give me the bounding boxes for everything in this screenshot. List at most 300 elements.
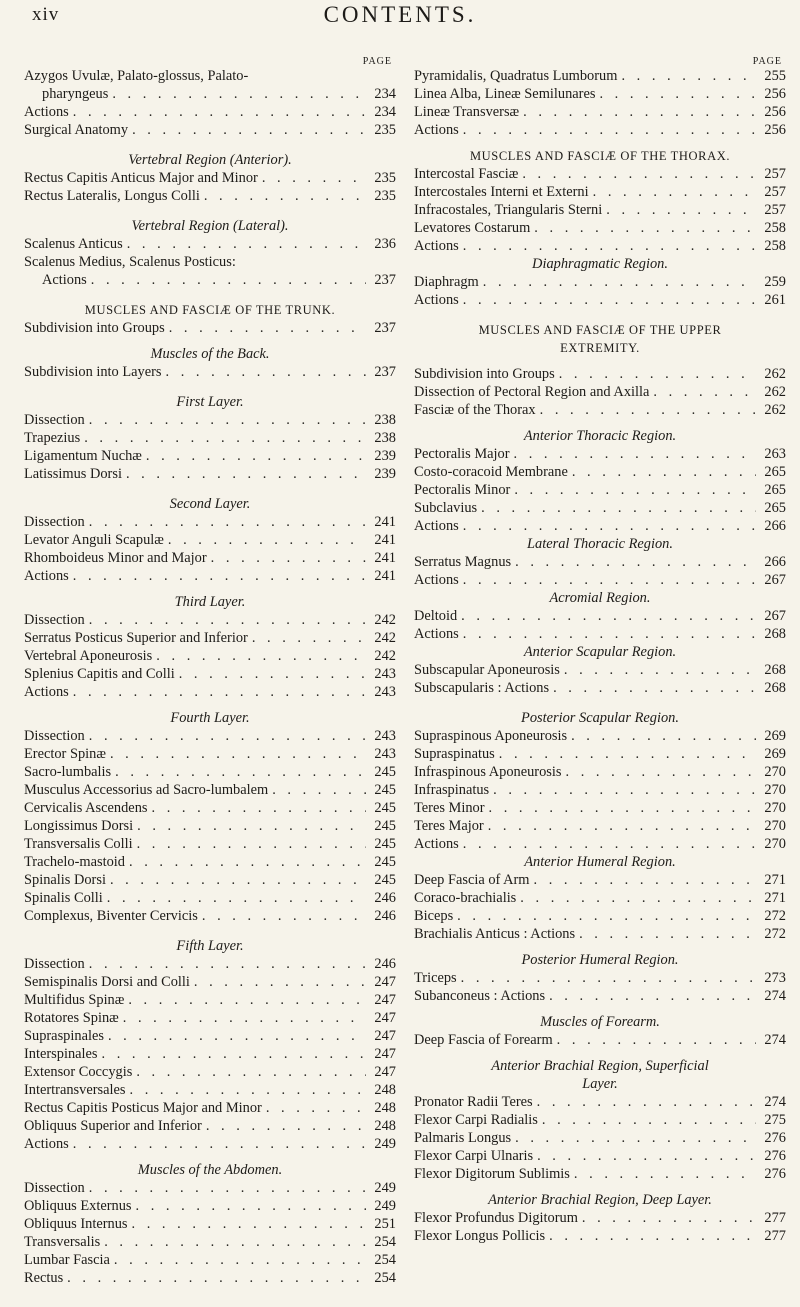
page-column-label: PAGE: [752, 56, 782, 67]
entry-title: Scalenus Medius, Scalenus Posticus:: [24, 254, 236, 270]
leader-dots: [459, 517, 756, 535]
leader-dots: [459, 625, 756, 643]
leader-dots: [100, 1233, 366, 1251]
leader-dots: [536, 401, 756, 419]
section-subheading: Fifth Layer.: [176, 938, 244, 954]
entry-title: Complexus, Biventer Cervicis: [24, 908, 198, 924]
entry-title: Actions: [42, 272, 87, 288]
toc-entry[interactable]: [24, 235, 396, 253]
leader-dots: [484, 817, 756, 835]
toc-entry[interactable]: [24, 1045, 396, 1063]
entry-page-number: 246: [374, 908, 396, 924]
entry-title: Surgical Anatomy: [24, 122, 129, 138]
entry-title: Subdivision into Groups: [24, 320, 165, 336]
toc-entry[interactable]: [24, 835, 396, 853]
entry-page-number: 247: [374, 1046, 396, 1062]
leader-dots: [459, 291, 756, 309]
entry-page-number: 242: [374, 648, 396, 664]
leader-dots: [128, 1215, 366, 1233]
toc-entry[interactable]: [414, 607, 786, 625]
toc-entry[interactable]: [414, 625, 786, 643]
toc-entry[interactable]: [24, 271, 396, 289]
toc-entry[interactable]: [24, 169, 396, 187]
toc-entry[interactable]: [414, 273, 786, 291]
entry-page-number: 270: [764, 764, 786, 780]
entry-page-number: 249: [374, 1180, 396, 1196]
entry-title: Actions: [24, 568, 69, 584]
entry-title: Subscapular Aponeurosis: [414, 662, 560, 678]
toc-entry[interactable]: [24, 817, 396, 835]
entry-title: Brachialis Anticus : Actions: [414, 926, 576, 942]
entry-title: Triceps: [414, 970, 457, 986]
toc-entry[interactable]: [24, 1135, 396, 1153]
entry-page-number: 258: [764, 238, 786, 254]
toc-entry[interactable]: [414, 907, 786, 925]
leader-dots: [69, 103, 366, 121]
entry-page-number: 242: [374, 612, 396, 628]
toc-entry[interactable]: [24, 1009, 396, 1027]
leader-dots: [453, 907, 756, 925]
entry-title: Teres Minor: [414, 800, 485, 816]
entry-title: Diaphragm: [414, 274, 479, 290]
toc-entry[interactable]: [24, 1233, 396, 1251]
entry-title: Flexor Carpi Radialis: [414, 1112, 538, 1128]
toc-entry[interactable]: [414, 291, 786, 309]
section-heading: MUSCLES AND FASCIÆ OF THE UPPER: [478, 323, 722, 337]
leader-dots: [570, 1165, 756, 1183]
entry-title: Flexor Carpi Ulnaris: [414, 1148, 534, 1164]
leader-dots: [162, 363, 366, 381]
entry-page-number: 241: [374, 550, 396, 566]
entry-title: Flexor Longus Pollicis: [414, 1228, 546, 1244]
toc-entry[interactable]: [414, 1147, 786, 1165]
toc-entry[interactable]: [414, 889, 786, 907]
entry-page-number: 257: [764, 202, 786, 218]
section-subheading: Posterior Scapular Region.: [521, 710, 679, 726]
toc-entry[interactable]: [414, 679, 786, 697]
entry-title: Trapezius: [24, 430, 81, 446]
section-subheading: Diaphragmatic Region.: [532, 256, 668, 272]
leader-dots: [510, 445, 756, 463]
toc-entry[interactable]: [24, 665, 396, 683]
entry-page-number: 247: [374, 1064, 396, 1080]
leader-dots: [602, 201, 756, 219]
toc-entry[interactable]: [24, 871, 396, 889]
entry-title: Teres Major: [414, 818, 484, 834]
entry-title: Rotatores Spinæ: [24, 1010, 119, 1026]
toc-entry[interactable]: [414, 871, 786, 889]
entry-title: Infraspinatus: [414, 782, 490, 798]
toc-entry[interactable]: [414, 499, 786, 517]
section-subheading: Lateral Thoracic Region.: [527, 536, 673, 552]
entry-title: Lineæ Transversæ: [414, 104, 520, 120]
toc-entry[interactable]: [414, 165, 786, 183]
entry-title: Interspinales: [24, 1046, 98, 1062]
toc-entry[interactable]: [24, 447, 396, 465]
toc-entry[interactable]: [24, 647, 396, 665]
entry-page-number: 245: [374, 800, 396, 816]
leader-dots: [457, 969, 756, 987]
toc-entry[interactable]: [414, 1111, 786, 1129]
entry-page-number: 245: [374, 818, 396, 834]
toc-entry[interactable]: [24, 1099, 396, 1117]
entry-page-number: 243: [374, 728, 396, 744]
toc-entry[interactable]: [414, 121, 786, 139]
toc-entry[interactable]: [24, 67, 396, 85]
section-heading: MUSCLES AND FASCIÆ OF THE THORAX.: [469, 149, 731, 163]
toc-entry[interactable]: [414, 481, 786, 499]
entry-page-number: 237: [374, 272, 396, 288]
entry-page-number: 238: [374, 430, 396, 446]
leader-dots: [589, 183, 756, 201]
leader-dots: [126, 1081, 367, 1099]
leader-dots: [85, 727, 366, 745]
toc-entry[interactable]: [414, 201, 786, 219]
entry-page-number: 272: [764, 908, 786, 924]
toc-entry[interactable]: [24, 781, 396, 799]
toc-entry[interactable]: [24, 955, 396, 973]
leader-dots: [510, 481, 756, 499]
entry-page-number: 241: [374, 532, 396, 548]
section-subheading: Muscles of Forearm.: [540, 1014, 660, 1030]
entry-title: Rectus Lateralis, Longus Colli: [24, 188, 200, 204]
entry-title: Actions: [24, 104, 69, 120]
entry-page-number: 248: [374, 1082, 396, 1098]
entry-title: Intercostales Interni et Externi: [414, 184, 589, 200]
toc-entry[interactable]: [24, 85, 396, 103]
leader-dots: [578, 1209, 756, 1227]
toc-entry[interactable]: [414, 969, 786, 987]
toc-entry[interactable]: [24, 1117, 396, 1135]
entry-page-number: 268: [764, 662, 786, 678]
leader-dots: [262, 1099, 366, 1117]
entry-page-number: 276: [764, 1166, 786, 1182]
entry-title: Levator Anguli Scapulæ: [24, 532, 164, 548]
toc-entry[interactable]: [24, 1179, 396, 1197]
toc-entry[interactable]: [414, 553, 786, 571]
entry-page-number: 245: [374, 854, 396, 870]
leader-dots: [459, 121, 756, 139]
toc-entry[interactable]: [24, 121, 396, 139]
toc-entry[interactable]: [414, 1129, 786, 1147]
toc-entry[interactable]: [24, 465, 396, 483]
toc-entry[interactable]: [414, 237, 786, 255]
entry-title: Obliquus Superior and Inferior: [24, 1118, 202, 1134]
leader-dots: [530, 219, 756, 237]
entry-page-number: 247: [374, 992, 396, 1008]
leader-dots: [142, 447, 366, 465]
entry-title: Dissection: [24, 612, 85, 628]
toc-entry[interactable]: [414, 1209, 786, 1227]
section-subheading: Vertebral Region (Lateral).: [131, 218, 289, 234]
entry-page-number: 256: [764, 122, 786, 138]
entry-page-number: 237: [374, 364, 396, 380]
entry-title: Levatores Costarum: [414, 220, 531, 236]
section-subheading: Muscles of the Back.: [150, 346, 270, 362]
entry-title: Actions: [414, 518, 459, 534]
toc-entry[interactable]: [24, 187, 396, 205]
toc-entry[interactable]: [414, 727, 786, 745]
toc-entry[interactable]: [24, 745, 396, 763]
leader-dots: [459, 237, 756, 255]
entry-title: Spinalis Dorsi: [24, 872, 106, 888]
entry-page-number: 235: [374, 122, 396, 138]
entry-title: Dissection of Pectoral Region and Axilla: [414, 384, 650, 400]
leader-dots: [80, 429, 366, 447]
entry-page-number: 262: [764, 384, 786, 400]
entry-page-number: 270: [764, 818, 786, 834]
leader-dots: [133, 817, 366, 835]
toc-entry[interactable]: [24, 629, 396, 647]
entry-page-number: 275: [764, 1112, 786, 1128]
toc-entry[interactable]: [414, 365, 786, 383]
entry-page-number: 251: [374, 1216, 396, 1232]
entry-title: Actions: [414, 836, 459, 852]
entry-page-number: 257: [764, 184, 786, 200]
toc-entry[interactable]: [414, 85, 786, 103]
entry-page-number: 245: [374, 872, 396, 888]
entry-page-number: 265: [764, 464, 786, 480]
toc-entry[interactable]: [414, 445, 786, 463]
leader-dots: [545, 1227, 756, 1245]
leader-dots: [111, 763, 366, 781]
toc-entry[interactable]: [414, 67, 786, 85]
leader-dots: [511, 1129, 756, 1147]
toc-entry[interactable]: [24, 363, 396, 381]
section-subheading: Fourth Layer.: [170, 710, 250, 726]
toc-entry[interactable]: [414, 1227, 786, 1245]
toc-entry[interactable]: [414, 401, 786, 419]
entry-title: Supraspinatus: [414, 746, 495, 762]
entry-page-number: 256: [764, 104, 786, 120]
toc-entry[interactable]: [24, 1081, 396, 1099]
entry-title: Rectus Capitis Anticus Major and Minor: [24, 170, 258, 186]
toc-entry[interactable]: [414, 463, 786, 481]
leader-dots: [568, 463, 756, 481]
leader-dots: [545, 987, 756, 1005]
leader-dots: [533, 1093, 756, 1111]
entry-title: Dissection: [24, 1180, 85, 1196]
entry-page-number: 243: [374, 666, 396, 682]
toc-entry[interactable]: [24, 853, 396, 871]
leader-dots: [165, 319, 366, 337]
toc-entry[interactable]: [24, 1063, 396, 1081]
entry-page-number: 271: [764, 890, 786, 906]
leader-dots: [567, 727, 756, 745]
leader-dots: [87, 271, 366, 289]
leader-dots: [617, 67, 756, 85]
toc-entry[interactable]: [414, 817, 786, 835]
entry-page-number: 249: [374, 1198, 396, 1214]
entry-page-number: 241: [374, 514, 396, 530]
entry-page-number: 241: [374, 568, 396, 584]
leader-dots: [148, 799, 367, 817]
section-subheading: Muscles of the Abdomen.: [137, 1162, 283, 1178]
leader-dots: [106, 871, 366, 889]
leader-dots: [202, 1117, 366, 1135]
entry-page-number: 243: [374, 684, 396, 700]
entry-page-number: 267: [764, 572, 786, 588]
entry-title: Biceps: [414, 908, 454, 924]
entry-page-number: 269: [764, 746, 786, 762]
toc-entry[interactable]: [24, 1269, 396, 1287]
toc-entry[interactable]: [24, 429, 396, 447]
leader-dots: [649, 383, 756, 401]
toc-entry[interactable]: [414, 183, 786, 201]
toc-entry[interactable]: [24, 513, 396, 531]
toc-entry[interactable]: [414, 799, 786, 817]
leader-dots: [553, 1031, 756, 1049]
entry-page-number: 265: [764, 500, 786, 516]
entry-title: Supraspinales: [24, 1028, 104, 1044]
entry-title: Intercostal Fasciæ: [414, 166, 519, 182]
leader-dots: [575, 925, 756, 943]
toc-entry[interactable]: [24, 411, 396, 429]
toc-entry[interactable]: [24, 1251, 396, 1269]
toc-entry[interactable]: [414, 835, 786, 853]
entry-title: Latissimus Dorsi: [24, 466, 122, 482]
entry-title: Flexor Digitorum Sublimis: [414, 1166, 570, 1182]
toc-entry[interactable]: [24, 727, 396, 745]
toc-entry[interactable]: [414, 925, 786, 943]
toc-entry[interactable]: [24, 1215, 396, 1233]
entry-page-number: 249: [374, 1136, 396, 1152]
leader-dots: [69, 683, 366, 701]
leader-dots: [85, 411, 366, 429]
entry-page-number: 236: [374, 236, 396, 252]
toc-entry[interactable]: [24, 319, 396, 337]
entry-page-number: 242: [374, 630, 396, 646]
entry-title: Intertransversales: [24, 1082, 126, 1098]
page-column-label: PAGE: [362, 56, 392, 67]
toc-entry[interactable]: [414, 517, 786, 535]
toc-entry[interactable]: [24, 973, 396, 991]
entry-page-number: 245: [374, 836, 396, 852]
toc-entry[interactable]: [414, 1093, 786, 1111]
entry-page-number: 248: [374, 1118, 396, 1134]
entry-page-number: 246: [374, 956, 396, 972]
entry-title: Pectoralis Minor: [414, 482, 511, 498]
entry-title: Actions: [24, 684, 69, 700]
leader-dots: [560, 661, 756, 679]
entry-title: Azygos Uvulæ, Palato-glossus, Palato-: [24, 68, 249, 84]
leader-dots: [132, 1197, 366, 1215]
leader-dots: [495, 745, 756, 763]
section-heading: MUSCLES AND FASCIÆ OF THE TRUNK.: [84, 303, 336, 317]
entry-title: Linea Alba, Lineæ Semilunares: [414, 86, 596, 102]
leader-dots: [85, 1179, 366, 1197]
entry-title: Palmaris Longus: [414, 1130, 512, 1146]
entry-title: Rectus Capitis Posticus Major and Minor: [24, 1100, 262, 1116]
leader-dots: [85, 955, 366, 973]
leader-dots: [459, 835, 756, 853]
entry-title: Pronator Radii Teres: [414, 1094, 533, 1110]
entry-title: Subanconeus : Actions: [414, 988, 546, 1004]
entry-title: Rectus: [24, 1270, 64, 1286]
entry-page-number: 274: [764, 1094, 786, 1110]
toc-entry[interactable]: [24, 253, 396, 271]
entry-page-number: 257: [764, 166, 786, 182]
entry-title: pharyngeus: [42, 86, 109, 102]
entry-page-number: 234: [374, 86, 396, 102]
entry-page-number: 248: [374, 1100, 396, 1116]
entry-title: Infracostales, Triangularis Sterni: [414, 202, 603, 218]
toc-entry[interactable]: [24, 103, 396, 121]
leader-dots: [110, 1251, 366, 1269]
toc-entry[interactable]: [24, 799, 396, 817]
entry-title: Costo-coracoid Membrane: [414, 464, 568, 480]
toc-entry[interactable]: [24, 683, 396, 701]
toc-entry[interactable]: [414, 1165, 786, 1183]
entry-page-number: 277: [764, 1210, 786, 1226]
toc-entry[interactable]: [414, 987, 786, 1005]
entry-title: Lumbar Fascia: [24, 1252, 110, 1268]
toc-entry[interactable]: [414, 383, 786, 401]
toc-entry[interactable]: [24, 1027, 396, 1045]
leader-dots: [164, 531, 366, 549]
toc-entry[interactable]: [414, 763, 786, 781]
entry-title: Dissection: [24, 728, 85, 744]
toc-entry[interactable]: [414, 219, 786, 237]
leader-dots: [533, 1147, 756, 1165]
section-heading: EXTREMITY.: [560, 341, 640, 355]
entry-page-number: 235: [374, 188, 396, 204]
entry-title: Sacro-lumbalis: [24, 764, 112, 780]
toc-entry[interactable]: [24, 549, 396, 567]
leader-dots: [125, 853, 366, 871]
entry-title: Actions: [414, 572, 459, 588]
toc-entry[interactable]: [24, 611, 396, 629]
entry-page-number: 273: [764, 970, 786, 986]
section-subheading: Acromial Region.: [549, 590, 651, 606]
leader-dots: [549, 679, 756, 697]
toc-entry[interactable]: [414, 661, 786, 679]
toc-entry[interactable]: [24, 907, 396, 925]
entry-page-number: 255: [764, 68, 786, 84]
section-subheading: Anterior Humeral Region.: [524, 854, 676, 870]
entry-page-number: 276: [764, 1130, 786, 1146]
leader-dots: [128, 121, 366, 139]
entry-page-number: 254: [374, 1234, 396, 1250]
toc-entry[interactable]: [24, 1197, 396, 1215]
section-subheading: Second Layer.: [169, 496, 251, 512]
entry-page-number: 246: [374, 890, 396, 906]
entry-title: Dissection: [24, 514, 85, 530]
toc-entry[interactable]: [414, 1031, 786, 1049]
entry-page-number: 270: [764, 800, 786, 816]
toc-entry[interactable]: [24, 531, 396, 549]
toc-entry[interactable]: [24, 991, 396, 1009]
entry-page-number: 258: [764, 220, 786, 236]
toc-entry[interactable]: [414, 745, 786, 763]
toc-entry[interactable]: [24, 763, 396, 781]
toc-entry[interactable]: [24, 567, 396, 585]
toc-entry[interactable]: [414, 103, 786, 121]
entry-page-number: 268: [764, 680, 786, 696]
leader-dots: [519, 103, 756, 121]
section-subheading: Anterior Thoracic Region.: [523, 428, 677, 444]
entry-page-number: 245: [374, 782, 396, 798]
toc-entry[interactable]: [414, 571, 786, 589]
entry-page-number: 266: [764, 518, 786, 534]
section-subheading: Anterior Scapular Region.: [523, 644, 677, 660]
leader-dots: [511, 553, 756, 571]
leader-dots: [69, 567, 366, 585]
leader-dots: [248, 629, 366, 647]
toc-entry[interactable]: [24, 889, 396, 907]
leader-dots: [457, 607, 756, 625]
toc-entry[interactable]: [414, 781, 786, 799]
